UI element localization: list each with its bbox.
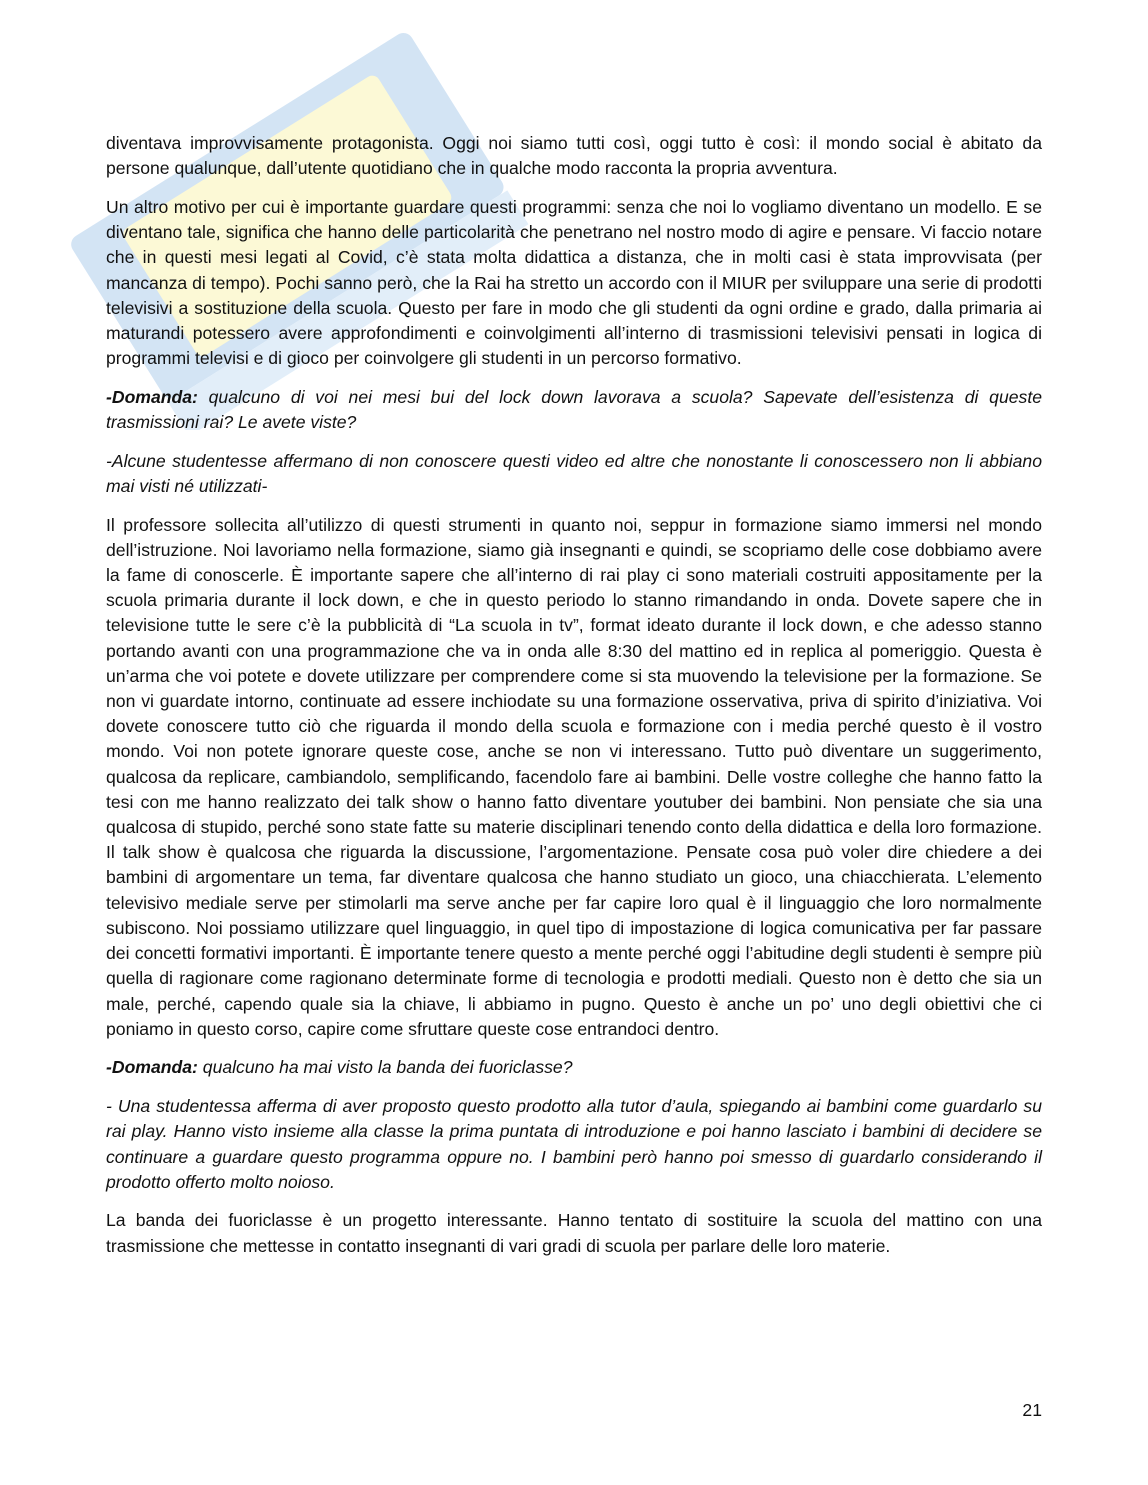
paragraph-p4: La banda dei fuoriclasse è un progetto interessante. Hanno tentato di sostituire la scuola del mattino con una trasmissione che mettesse in contatto insegnanti di vari gradi di scuola per parlare delle loro materie. xyxy=(106,1210,1042,1256)
question-label: -Domanda: xyxy=(106,1057,198,1078)
paragraph-p2: Un altro motivo per cui è importante guardare questi programmi: senza che noi lo vogliamo diventano un modello. E se diventano tale, significa che hanno delle particolarità che penetrano nel nostro modo di agire e pensare. Vi faccio notare che in questi mesi legati al Covid, c’è stata molta didattica a distanza, che in molti casi è stata improvvisata (per mancanza di tempo). Pochi sanno però, che la Rai ha stretto un accordo con il MIUR per sviluppare una serie di prodotti televisivi a sostituzione della scuola. Questo per fare in modo che gli studenti da ogni ordine e grado, dalla primaria ai maturandi potessero avere approfondimenti e coinvolgimenti all’interno di trasmissioni televisivi pensati in logica di programmi televisi e di gioco per coinvolgere gli studenti in un percorso formativo. xyxy=(106,196,1042,369)
document-page xyxy=(106,131,1042,1272)
page-number: 21 xyxy=(1022,1400,1042,1420)
paragraph-r2: - Una studentessa afferma di aver proposto questo prodotto alla tutor d’aula, spiegando ai bambini come guardarlo su rai play. Hanno visto insieme alla classe la prima puntata di introduzione e poi hanno lasciato i bambini di decidere se continuare a guardare questo programma oppure no. I bambini però hanno poi smesso di guardarlo considerando il prodotto offerto molto noioso. xyxy=(106,1096,1042,1192)
question-label: -Domanda: xyxy=(106,386,198,407)
question-text: qualcuno ha mai visto la banda dei fuoriclasse? xyxy=(197,1057,573,1078)
question-text: qualcuno di voi nei mesi bui del lock down lavorava a scuola? Sapevate dell’esistenza di queste trasmissioni rai? Le avete viste? xyxy=(106,386,1042,433)
paragraph-q1 xyxy=(106,385,1042,435)
paragraph-r1: -Alcune studentesse affermano di non conoscere questi video ed altre che nonostante li conoscessero non li abbiano mai visti né utilizzati- xyxy=(106,450,1042,496)
paragraph-p1: diventava improvvisamente protagonista. Oggi noi siamo tutti così, oggi tutto è così: il mondo social è abitato da persone qualunque, dall’utente quotidiano che in qualche modo racconta la propria avventura. xyxy=(106,133,1042,179)
paragraph-q2 xyxy=(106,1055,1042,1080)
paragraph-p3: Il professore sollecita all’utilizzo di questi strumenti in quanto noi, seppur in formazione siamo immersi nel mondo dell’istruzione. Noi lavoriamo nella formazione, siamo già insegnanti e quindi, se scopriamo delle cose dobbiamo avere la fame di conoscerle. È importante sapere che all’interno di rai play ci sono materiali costruiti appositamente per la scuola primaria durante il lock down, e che in questo periodo lo stanno rimandando in onda. Dovete sapere che in televisione tutte le sere c’è la pubblicità di “La scuola in tv”, format ideato durante il lock down, e che adesso stanno portando avanti con una programmazione che va in onda alle 8:30 del mattino ed in replica al pomeriggio. Questa è un’arma che voi potete e dovete utilizzare per comprendere come si sta muovendo la televisione per la formazione. Se non vi guardate intorno, continuate ad essere inchiodate su una formazione osservativa, priva di spirito d’iniziativa. Voi dovete conoscere tutto ciò che riguarda il mondo della scuola e formazione con i media perché questo è il vostro mondo. Voi non potete ignorare queste cose, anche se non vi interessano. Tutto può diventare un suggerimento, qualcosa da replicare, cambiandolo, semplificando, facendolo fare ai bambini. Delle vostre colleghe che hanno fatto la tesi con me hanno realizzato dei talk show o hanno fatto diventare youtuber dei bambini. Non pensiate che sia una qualcosa di stupido, perché sono state fatte su materie disciplinari tenendo conto della didattica e della loro formazione. Il talk show è qualcosa che riguarda la discussione, l’argomentazione. Pensate cosa può voler dire chiedere a dei bambini di argomentare un tema, far diventare qualcosa che hanno studiato un gioco, una chiacchierata. L’elemento televisivo mediale serve per stimolarli ma serve anche per far capire loro qual è il linguaggio che loro normalmente subiscono. Noi possiamo utilizzare quel linguaggio, in quel tipo di impostazione di logica comunicativa per far passare dei concetti formativi importanti. È importante tenere questo a mente perché oggi l’abitudine degli studenti è sempre più quella di ragionare come ragionano determinate forme di tecnologia e prodotti mediali. Questo non è detto che sia un male, perché, capendo quale sia la chiave, li abbiamo in pugno. Questo è anche un po’ uno degli obiettivi che ci poniamo in questo corso, capire come sfruttare queste cose entrandoci dentro. xyxy=(106,514,1042,1039)
